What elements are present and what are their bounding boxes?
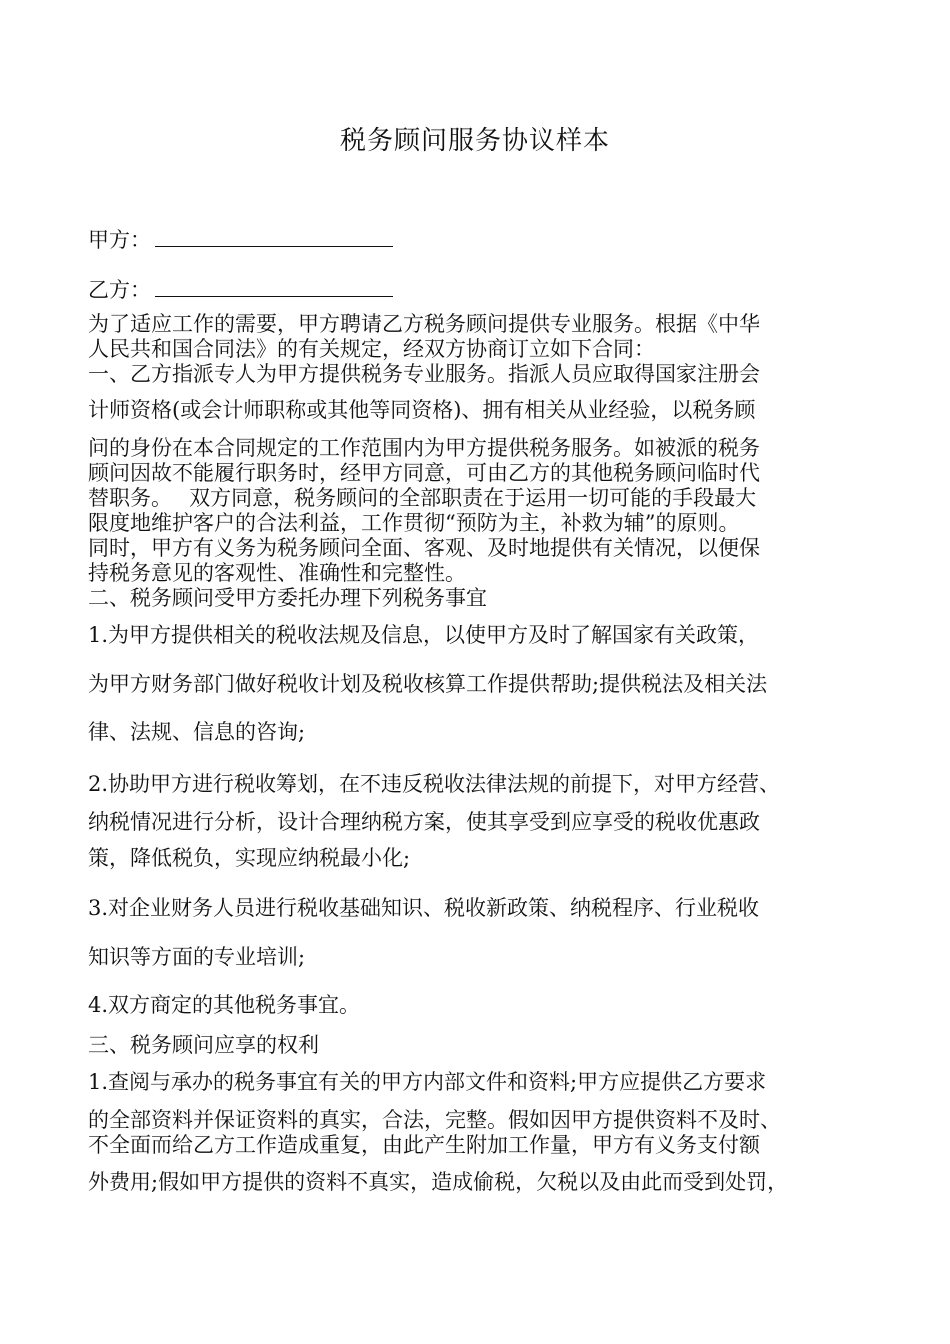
section-heading: 三、税务顾问应享的权利 (88, 1033, 319, 1057)
party-a-line (88, 224, 393, 254)
body-line: 3.对企业财务人员进行税收基础知识、税收新政策、纳税程序、行业税收 (88, 896, 760, 920)
body-line: 问的身份在本合同规定的工作范围内为甲方提供税务服务。如被派的税务 (88, 436, 760, 460)
body-line: 持税务意见的客观性、准确性和完整性。 (88, 561, 466, 585)
body-line: 纳税情况进行分析，设计合理纳税方案，使其享受到应享受的税收优惠政 (88, 810, 760, 834)
body-line: 知识等方面的专业培训; (88, 945, 306, 969)
body-line: 限度地维护客户的合法利益，工作贯彻“预防为主，补救为辅”的原则。 (88, 511, 740, 535)
body-line: 替职务。 双方同意，税务顾问的全部职责在于运用一切可能的手段最大 (88, 486, 757, 510)
body-line: 同时，甲方有义务为税务顾问全面、客观、及时地提供有关情况，以便保 (88, 536, 760, 560)
body-line: 顾问因故不能履行职务时，经甲方同意，可由乙方的其他税务顾问临时代 (88, 461, 760, 485)
body-line: 4.双方商定的其他税务事宜。 (88, 993, 361, 1017)
party-b-line (88, 274, 393, 304)
party-b-label: 乙方： (88, 278, 151, 302)
body-line: 计师资格(或会计师职称或其他等同资格)、拥有相关从业经验，以税务顾 (88, 398, 756, 422)
body-line: 人民共和国合同法》的有关规定，经双方协商订立如下合同： (88, 337, 655, 361)
body-line: 一、乙方指派专人为甲方提供税务专业服务。指派人员应取得国家注册会 (88, 362, 760, 386)
body-line: 2.协助甲方进行税收筹划，在不违反税收法律法规的前提下，对甲方经营、 (88, 772, 781, 796)
document-title: 税务顾问服务协议样本 (339, 126, 610, 156)
body-line: 的全部资料并保证资料的真实，合法，完整。假如因甲方提供资料不及时、 (88, 1108, 781, 1132)
body-line: 外费用;假如甲方提供的资料不真实，造成偷税，欠税以及由此而受到处罚， (88, 1170, 789, 1194)
party-b-blank (155, 276, 393, 297)
body-line: 不全面而给乙方工作造成重复，由此产生附加工作量，甲方有义务支付额 (88, 1133, 760, 1157)
body-line: 1.查阅与承办的税务事宜有关的甲方内部文件和资料;甲方应提供乙方要求 (88, 1070, 767, 1094)
body-line: 1.为甲方提供相关的税收法规及信息，以使甲方及时了解国家有关政策， (88, 623, 760, 647)
body-line: 为了适应工作的需要，甲方聘请乙方税务顾问提供专业服务。根据《中华 (88, 312, 760, 336)
body-line: 策，降低税负，实现应纳税最小化; (88, 846, 411, 870)
body-line: 为甲方财务部门做好税收计划及税收核算工作提供帮助;提供税法及相关法 (88, 672, 768, 696)
section-heading: 二、税务顾问受甲方委托办理下列税务事宜 (88, 586, 487, 610)
body-line: 律、法规、信息的咨询; (88, 720, 306, 744)
party-a-blank (155, 226, 393, 247)
party-a-label: 甲方： (88, 228, 151, 252)
